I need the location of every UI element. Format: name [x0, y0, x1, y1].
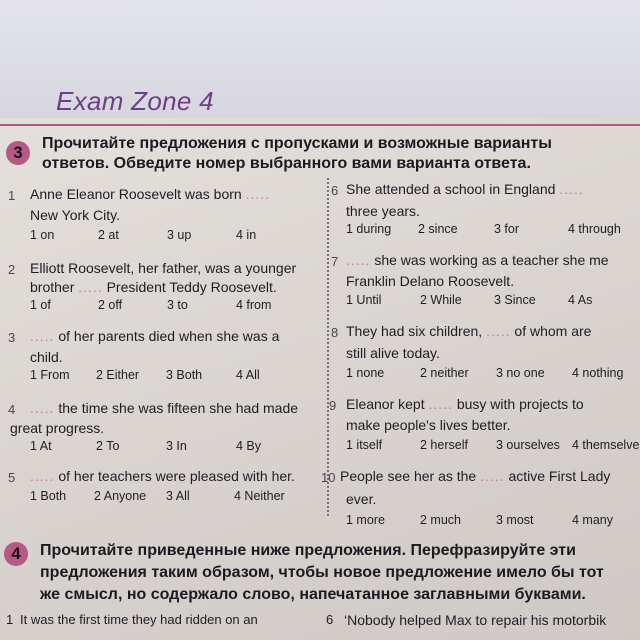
- option-1[interactable]: 1 Both: [30, 489, 67, 503]
- option-3[interactable]: 3 All: [166, 489, 190, 503]
- option-1[interactable]: 1 itself: [346, 438, 383, 452]
- option-4[interactable]: 4 All: [236, 368, 260, 382]
- option-2[interactable]: 2 off: [98, 298, 123, 312]
- question-text-line-2: Franklin Delano Roosevelt.: [346, 273, 515, 289]
- option-2[interactable]: 2 To: [96, 439, 120, 453]
- option-3[interactable]: 3 ourselves: [496, 438, 560, 452]
- answer-gap: .....: [30, 328, 55, 344]
- question-number: 4: [8, 402, 16, 417]
- option-1[interactable]: 1 on: [30, 228, 55, 242]
- task-4-item-1-number: 1: [6, 612, 14, 627]
- answer-gap: .....: [346, 252, 371, 268]
- option-3[interactable]: 3 up: [167, 228, 192, 242]
- question-text-line-2: New York City.: [30, 207, 120, 223]
- option-2[interactable]: 2 since: [418, 222, 458, 236]
- question-number: 6: [331, 183, 339, 198]
- option-1[interactable]: 1 during: [346, 222, 392, 236]
- answer-gap: .....: [486, 323, 511, 339]
- option-4[interactable]: 4 in: [236, 228, 257, 242]
- option-3[interactable]: 3 no one: [496, 366, 545, 380]
- option-1[interactable]: 1 Until: [346, 293, 382, 307]
- option-1[interactable]: 1 of: [30, 298, 51, 312]
- task-4-item-1-text: It was the first time they had ridden on an: [20, 612, 258, 627]
- option-2[interactable]: 2 much: [420, 513, 461, 527]
- task-4-item-6-text: ‘Nobody helped Max to repair his motorbik: [344, 612, 607, 628]
- question-text-line-2: ever.: [346, 491, 377, 507]
- task-4-instruction-line-2: предложения таким образом, чтобы новое предложение имело бы тот: [40, 564, 604, 581]
- question-text: Eleanor kept ..... busy with projects to: [346, 396, 584, 412]
- option-4[interactable]: 4 As: [568, 293, 593, 307]
- option-2[interactable]: 2 at: [98, 228, 119, 242]
- answer-gap: .....: [30, 400, 55, 416]
- question-text: ..... she was working as a teacher she me: [346, 252, 609, 268]
- option-4[interactable]: 4 By: [236, 439, 262, 453]
- section-title: Exam Zone 4: [56, 86, 214, 116]
- question-text: Anne Eleanor Roosevelt was born .....: [30, 186, 271, 202]
- answer-gap: .....: [30, 468, 55, 484]
- question-number: 1: [8, 188, 16, 203]
- task-4-badge: 4: [4, 542, 28, 566]
- question-text: People see her as the ..... active First Lady: [340, 468, 611, 484]
- question-number: 5: [8, 470, 16, 485]
- question-text-line-2: child.: [30, 349, 63, 365]
- option-1[interactable]: 1 At: [30, 439, 52, 453]
- question-number: 10: [321, 470, 336, 485]
- option-2[interactable]: 2 herself: [420, 438, 468, 452]
- answer-gap: .....: [559, 181, 584, 197]
- question-text: They had six children, ..... of whom are: [346, 323, 592, 339]
- question-number: 8: [331, 325, 339, 340]
- question-text-line-2: three years.: [346, 203, 420, 219]
- option-4[interactable]: 4 Neither: [234, 489, 285, 503]
- task-3-badge: 3: [6, 141, 30, 165]
- header-rule: [0, 124, 640, 126]
- task-4-item-6-number: 6: [326, 612, 334, 627]
- option-4[interactable]: 4 through: [568, 222, 621, 236]
- option-4[interactable]: 4 many: [572, 513, 613, 527]
- question-number: 2: [8, 262, 16, 277]
- question-number: 3: [8, 330, 16, 345]
- answer-gap: .....: [428, 396, 453, 412]
- task-4-instruction-line-1: Прочитайте приведенные ниже предложения. Перефразируйте эти: [40, 542, 576, 559]
- answer-gap: .....: [480, 468, 505, 484]
- question-number: 9: [329, 398, 337, 413]
- option-3[interactable]: 3 Since: [494, 293, 536, 307]
- option-1[interactable]: 1 From: [30, 368, 70, 382]
- option-4[interactable]: 4 from: [236, 298, 272, 312]
- task-4-instruction-line-3: же смысл, но содержало слово, напечатанное заглавными буквами.: [40, 586, 586, 603]
- option-1[interactable]: 1 more: [346, 513, 385, 527]
- question-text-line-2: great progress.: [10, 420, 105, 436]
- column-divider: [327, 178, 329, 516]
- task-3-instruction-line-2: ответов. Обведите номер выбранного вами варианта ответа.: [42, 155, 531, 172]
- option-3[interactable]: 3 Both: [166, 368, 203, 382]
- task-3-instruction-line-1: Прочитайте предложения с пропусками и возможные варианты: [42, 135, 552, 152]
- option-3[interactable]: 3 for: [494, 222, 520, 236]
- option-4[interactable]: 4 themselve: [572, 438, 640, 452]
- question-number: 7: [331, 254, 339, 269]
- option-2[interactable]: 2 Either: [96, 368, 140, 382]
- question-text: ..... of her teachers were pleased with her.: [30, 468, 295, 484]
- option-3[interactable]: 3 In: [166, 439, 187, 453]
- question-text: ..... of her parents died when she was a: [30, 328, 280, 344]
- option-2[interactable]: 2 Anyone: [94, 489, 147, 503]
- question-text-line-2: still alive today.: [346, 345, 440, 361]
- question-text: She attended a school in England .....: [346, 181, 584, 197]
- option-2[interactable]: 2 neither: [420, 366, 469, 380]
- question-text: Elliott Roosevelt, her father, was a younger: [30, 260, 297, 276]
- question-text: ..... the time she was fifteen she had made: [30, 400, 299, 416]
- answer-gap: .....: [78, 279, 103, 295]
- question-text-line-2: make people's lives better.: [346, 417, 511, 433]
- option-3[interactable]: 3 to: [167, 298, 188, 312]
- option-1[interactable]: 1 none: [346, 366, 385, 380]
- option-2[interactable]: 2 While: [420, 293, 462, 307]
- question-text-line-2: brother ..... President Teddy Roosevelt.: [30, 279, 277, 295]
- option-3[interactable]: 3 most: [496, 513, 534, 527]
- answer-gap: .....: [245, 186, 271, 202]
- option-4[interactable]: 4 nothing: [572, 366, 624, 380]
